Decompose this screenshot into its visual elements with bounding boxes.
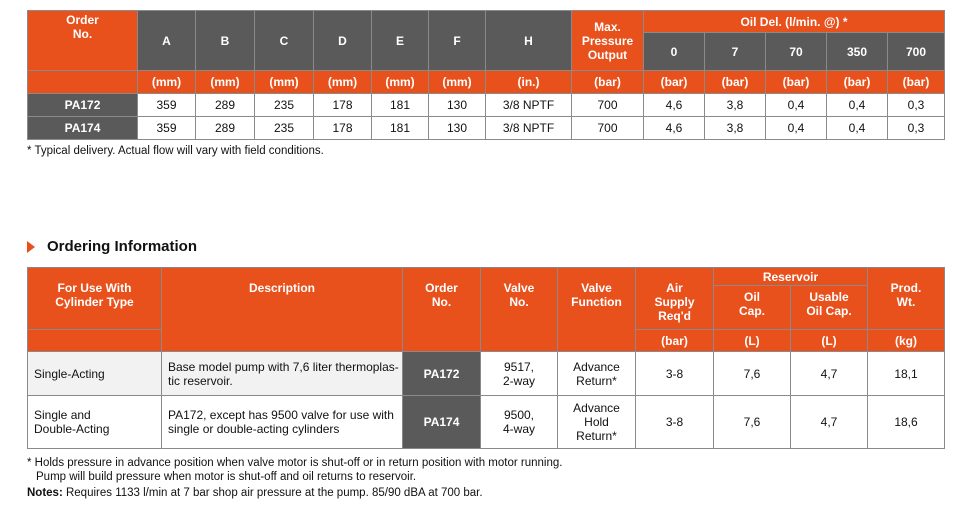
unit-cell: (bar) — [705, 71, 766, 94]
ordering-footnote: * Holds pressure in advance position when valve motor is shut-off or in return position with motor running. — [27, 457, 563, 469]
col-oil-70: 70 — [766, 33, 827, 71]
unit-cell: (bar) — [572, 71, 644, 94]
section-title: Ordering Information — [47, 238, 197, 255]
col-valve-function: Valve Function — [558, 268, 636, 352]
unit-cell — [28, 71, 138, 94]
col-oil-cap: Oil Cap. — [714, 286, 791, 330]
table-row — [28, 117, 945, 140]
col-h: H — [486, 11, 572, 71]
unit-cell: (bar) — [636, 330, 714, 352]
order-number: PA172 — [403, 352, 481, 396]
ordering-table — [27, 267, 945, 449]
cell-max-pressure: 700 — [572, 117, 644, 140]
cell-valve-function: Advance Hold Return* — [558, 396, 636, 449]
cell-oil-70: 0,4 — [766, 94, 827, 117]
cell-valve-function: Advance Return* — [558, 352, 636, 396]
cell-oil-700: 0,3 — [888, 94, 945, 117]
unit-cell: (mm) — [372, 71, 429, 94]
col-reservoir: Reservoir — [714, 268, 868, 286]
col-order-no: Order No. — [28, 11, 138, 71]
col-oil-7: 7 — [705, 33, 766, 71]
cell-f: 130 — [429, 117, 486, 140]
table-row — [28, 396, 945, 449]
col-cylinder-type: For Use With Cylinder Type — [28, 268, 162, 330]
cell-oil-350: 0,4 — [827, 117, 888, 140]
unit-cell: (bar) — [827, 71, 888, 94]
col-b: B — [196, 11, 255, 71]
notes-label: Notes: — [27, 487, 63, 499]
cell-oil-700: 0,3 — [888, 117, 945, 140]
cell-a: 359 — [138, 94, 196, 117]
col-e: E — [372, 11, 429, 71]
unit-cell: (mm) — [196, 71, 255, 94]
col-description: Description — [162, 268, 403, 352]
cell-air-supply: 3-8 — [636, 396, 714, 449]
cell-valve-no: 9517, 2-way — [481, 352, 558, 396]
unit-cell: (L) — [714, 330, 791, 352]
unit-cell: (mm) — [255, 71, 314, 94]
col-a: A — [138, 11, 196, 71]
cell-c: 235 — [255, 117, 314, 140]
cell-valve-no: 9500, 4-way — [481, 396, 558, 449]
cell-f: 130 — [429, 94, 486, 117]
ordering-footnote-continued: Pump will build pressure when motor is shut-off and oil returns to reservoir. — [36, 471, 417, 483]
col-oil-delivery: Oil Del. (l/min. @) * — [644, 11, 945, 33]
col-d: D — [314, 11, 372, 71]
cell-description: Base model pump with 7,6 liter thermoplas- tic reservoir. — [162, 352, 403, 396]
col-max-pressure: Max. Pressure Output — [572, 11, 644, 71]
cell-prod-wt: 18,6 — [868, 396, 945, 449]
spec-footnote: * Typical delivery. Actual flow will vary with field conditions. — [27, 145, 324, 157]
cell-usable-oil-cap: 4,7 — [791, 352, 868, 396]
table-row — [28, 352, 945, 396]
cell-oil-7: 3,8 — [705, 94, 766, 117]
col-usable-oil-cap: Usable Oil Cap. — [791, 286, 868, 330]
cell-a: 359 — [138, 117, 196, 140]
col-f: F — [429, 11, 486, 71]
ordering-section-heading — [27, 238, 197, 255]
col-c: C — [255, 11, 314, 71]
unit-cell — [28, 330, 162, 352]
cell-prod-wt: 18,1 — [868, 352, 945, 396]
cell-oil-7: 3,8 — [705, 117, 766, 140]
cell-cylinder-type: Single-Acting — [28, 352, 162, 396]
cell-e: 181 — [372, 117, 429, 140]
cell-usable-oil-cap: 4,7 — [791, 396, 868, 449]
cell-description: PA172, except has 9500 valve for use with single or double-acting cylinders — [162, 396, 403, 449]
cell-d: 178 — [314, 94, 372, 117]
order-number: PA172 — [28, 94, 138, 117]
unit-cell: (mm) — [138, 71, 196, 94]
order-number: PA174 — [28, 117, 138, 140]
spec-table — [27, 10, 945, 140]
col-oil-0: 0 — [644, 33, 705, 71]
col-order-no: Order No. — [403, 268, 481, 352]
cell-oil-cap: 7,6 — [714, 396, 791, 449]
unit-cell: (bar) — [888, 71, 945, 94]
cell-oil-70: 0,4 — [766, 117, 827, 140]
unit-cell: (mm) — [429, 71, 486, 94]
col-oil-350: 350 — [827, 33, 888, 71]
cell-d: 178 — [314, 117, 372, 140]
cell-c: 235 — [255, 94, 314, 117]
col-prod-wt: Prod. Wt. — [868, 268, 945, 330]
unit-cell: (bar) — [644, 71, 705, 94]
cell-h: 3/8 NPTF — [486, 94, 572, 117]
table-row — [28, 94, 945, 117]
cell-oil-0: 4,6 — [644, 117, 705, 140]
cell-b: 289 — [196, 94, 255, 117]
triangle-bullet-icon — [27, 241, 35, 253]
unit-cell: (L) — [791, 330, 868, 352]
cell-cylinder-type: Single and Double-Acting — [28, 396, 162, 449]
col-valve-no: Valve No. — [481, 268, 558, 352]
col-oil-700: 700 — [888, 33, 945, 71]
notes-line — [27, 486, 483, 500]
order-number: PA174 — [403, 396, 481, 449]
unit-cell: (kg) — [868, 330, 945, 352]
col-air-supply: Air Supply Req'd — [636, 268, 714, 330]
unit-cell: (mm) — [314, 71, 372, 94]
cell-oil-0: 4,6 — [644, 94, 705, 117]
notes-text: Requires 1133 l/min at 7 bar shop air pressure at the pump. 85/90 dBA at 700 bar. — [62, 487, 483, 499]
cell-oil-350: 0,4 — [827, 94, 888, 117]
cell-air-supply: 3-8 — [636, 352, 714, 396]
cell-e: 181 — [372, 94, 429, 117]
cell-h: 3/8 NPTF — [486, 117, 572, 140]
cell-oil-cap: 7,6 — [714, 352, 791, 396]
cell-max-pressure: 700 — [572, 94, 644, 117]
unit-cell: (bar) — [766, 71, 827, 94]
cell-b: 289 — [196, 117, 255, 140]
unit-cell: (in.) — [486, 71, 572, 94]
